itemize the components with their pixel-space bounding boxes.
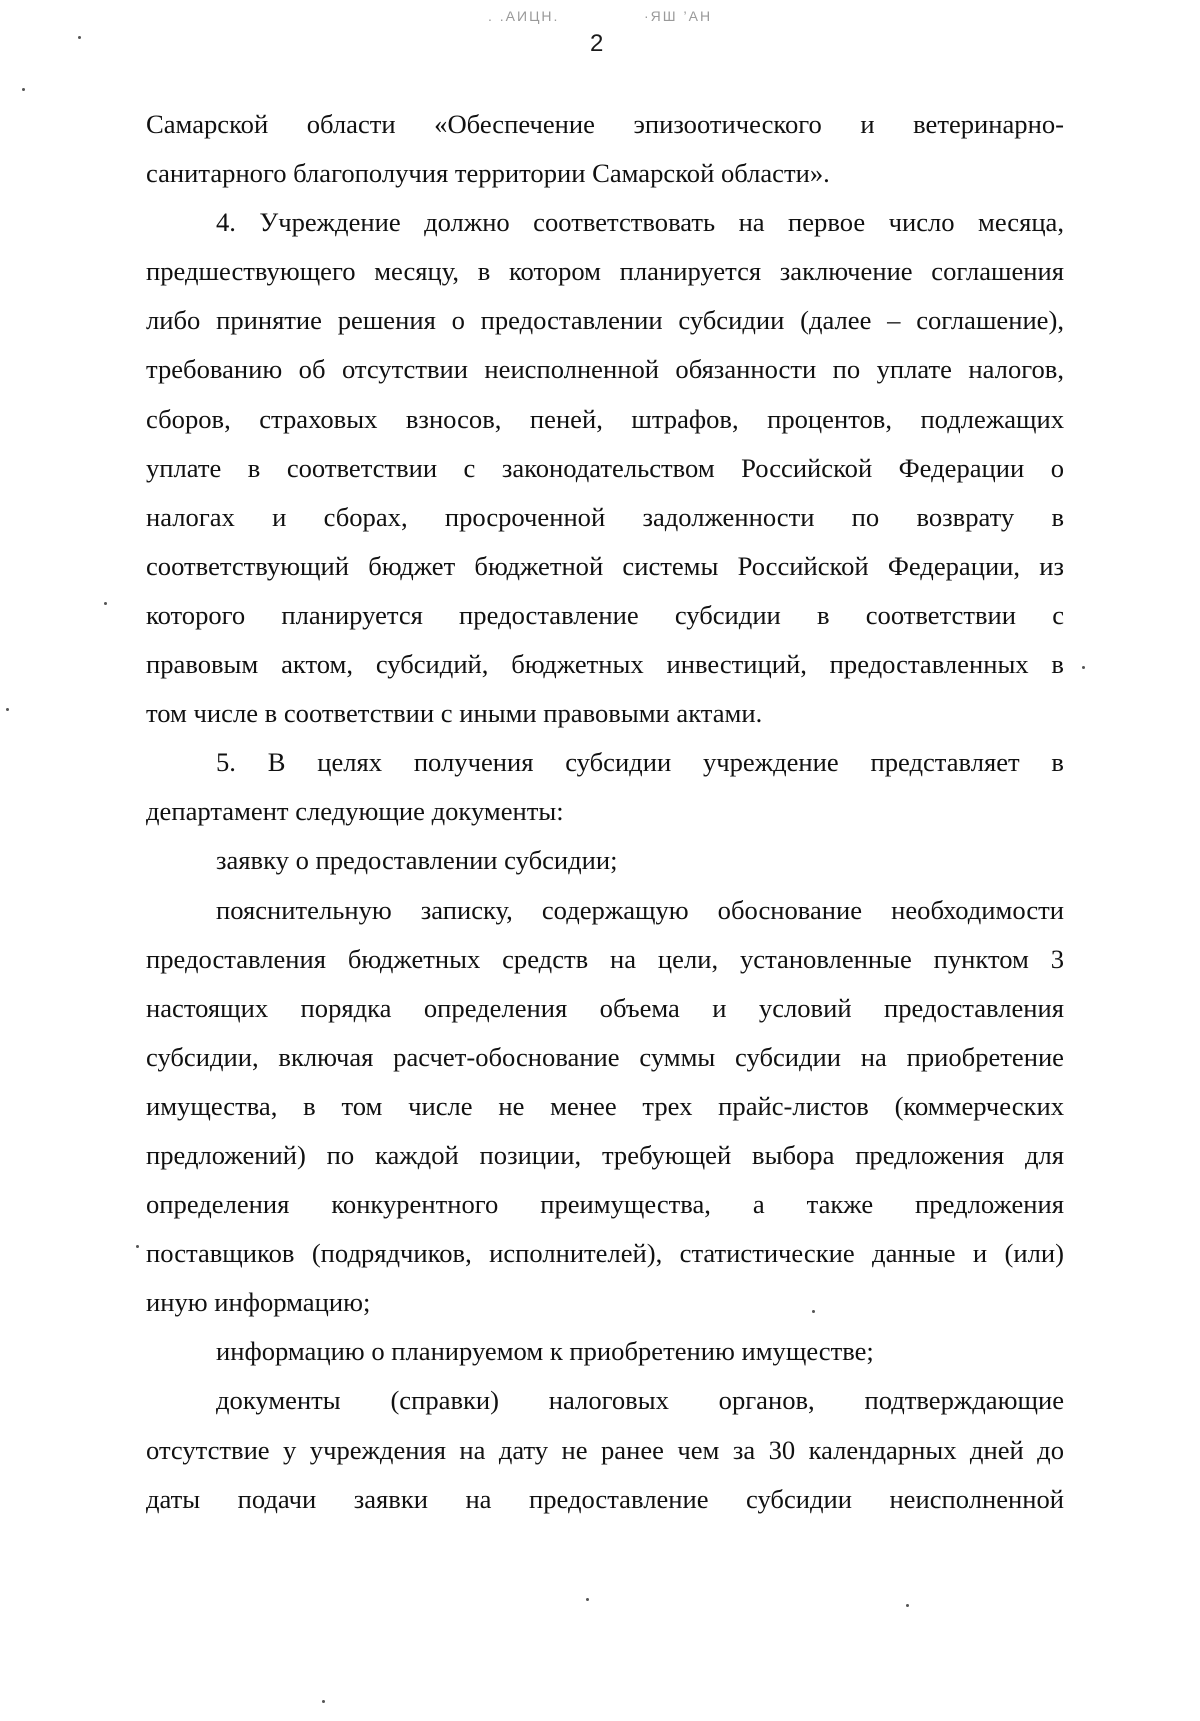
- text-line: требованию об отсутствии неисполненной обязанности по уплате налогов,: [146, 354, 1064, 385]
- text-line: 4. Учреждение должно соответствовать на первое число месяца,: [216, 207, 1064, 238]
- scan-artifact: . .АИЦН.: [488, 8, 560, 24]
- text-line: которого планируется предоставление субсидии в соответствии с: [146, 599, 1064, 630]
- text-line: налогах и сборах, просроченной задолженности по возврату в: [146, 501, 1064, 532]
- scan-speck: [1082, 666, 1085, 669]
- text-line: санитарного благополучия территории Самарской области».: [146, 158, 830, 189]
- text-line: сборов, страховых взносов, пеней, штрафов, процентов, подлежащих: [146, 403, 1064, 434]
- text-line: либо принятие решения о предоставлении субсидии (далее – соглашение),: [146, 305, 1064, 336]
- scan-speck: [6, 708, 9, 711]
- scan-speck: [104, 602, 107, 605]
- scan-speck: [136, 1245, 139, 1248]
- text-line: том числе в соответствии с иными правовыми актами.: [146, 698, 763, 729]
- scan-speck: [906, 1604, 909, 1607]
- text-line: предоставления бюджетных средств на цели, установленные пунктом 3: [146, 943, 1064, 974]
- text-line: пояснительную записку, содержащую обоснование необходимости: [216, 894, 1064, 925]
- text-line: отсутствие у учреждения на дату не ранее чем за 30 календарных дней до: [146, 1434, 1064, 1465]
- text-line: документы (справки) налоговых органов, подтверждающие: [216, 1385, 1064, 1416]
- text-line: 5. В целях получения субсидии учреждение представляет в: [216, 747, 1064, 778]
- text-line: определения конкурентного преимущества, а также предложения: [146, 1189, 1064, 1220]
- text-line: иную информацию;: [146, 1287, 371, 1318]
- text-line: настоящих порядка определения объема и условий предоставления: [146, 992, 1064, 1023]
- scan-speck: [22, 88, 25, 91]
- scan-speck: [586, 1598, 589, 1601]
- scan-artifact: ·ЯШ ’АН: [644, 8, 713, 24]
- text-line: уплате в соответствии с законодательством Российской Федерации о: [146, 452, 1064, 483]
- scan-speck: [812, 1310, 815, 1313]
- text-line: информацию о планируемом к приобретению имуществе;: [216, 1336, 874, 1367]
- text-line: поставщиков (подрядчиков, исполнителей), статистические данные и (или): [146, 1238, 1064, 1269]
- text-line: предложений) по каждой позиции, требующей выбора предложения для: [146, 1139, 1064, 1170]
- scan-speck: [322, 1700, 325, 1703]
- text-line: департамент следующие документы:: [146, 796, 564, 827]
- text-line: соответствующий бюджет бюджетной системы Российской Федерации, из: [146, 550, 1064, 581]
- page-number: 2: [590, 30, 604, 57]
- text-line: имущества, в том числе не менее трех прайс-листов (коммерческих: [146, 1090, 1064, 1121]
- text-line: субсидии, включая расчет-обоснование суммы субсидии на приобретение: [146, 1041, 1064, 1072]
- text-line: предшествующего месяцу, в котором планируется заключение соглашения: [146, 256, 1064, 287]
- text-line: даты подачи заявки на предоставление субсидии неисполненной: [146, 1483, 1064, 1514]
- text-line: Самарской области «Обеспечение эпизоотического и ветеринарно-: [146, 109, 1064, 139]
- text-line: правовым актом, субсидий, бюджетных инвестиций, предоставленных в: [146, 649, 1064, 680]
- scan-speck: [78, 36, 81, 39]
- text-line: заявку о предоставлении субсидии;: [216, 845, 618, 876]
- document-body: [146, 100, 1064, 1524]
